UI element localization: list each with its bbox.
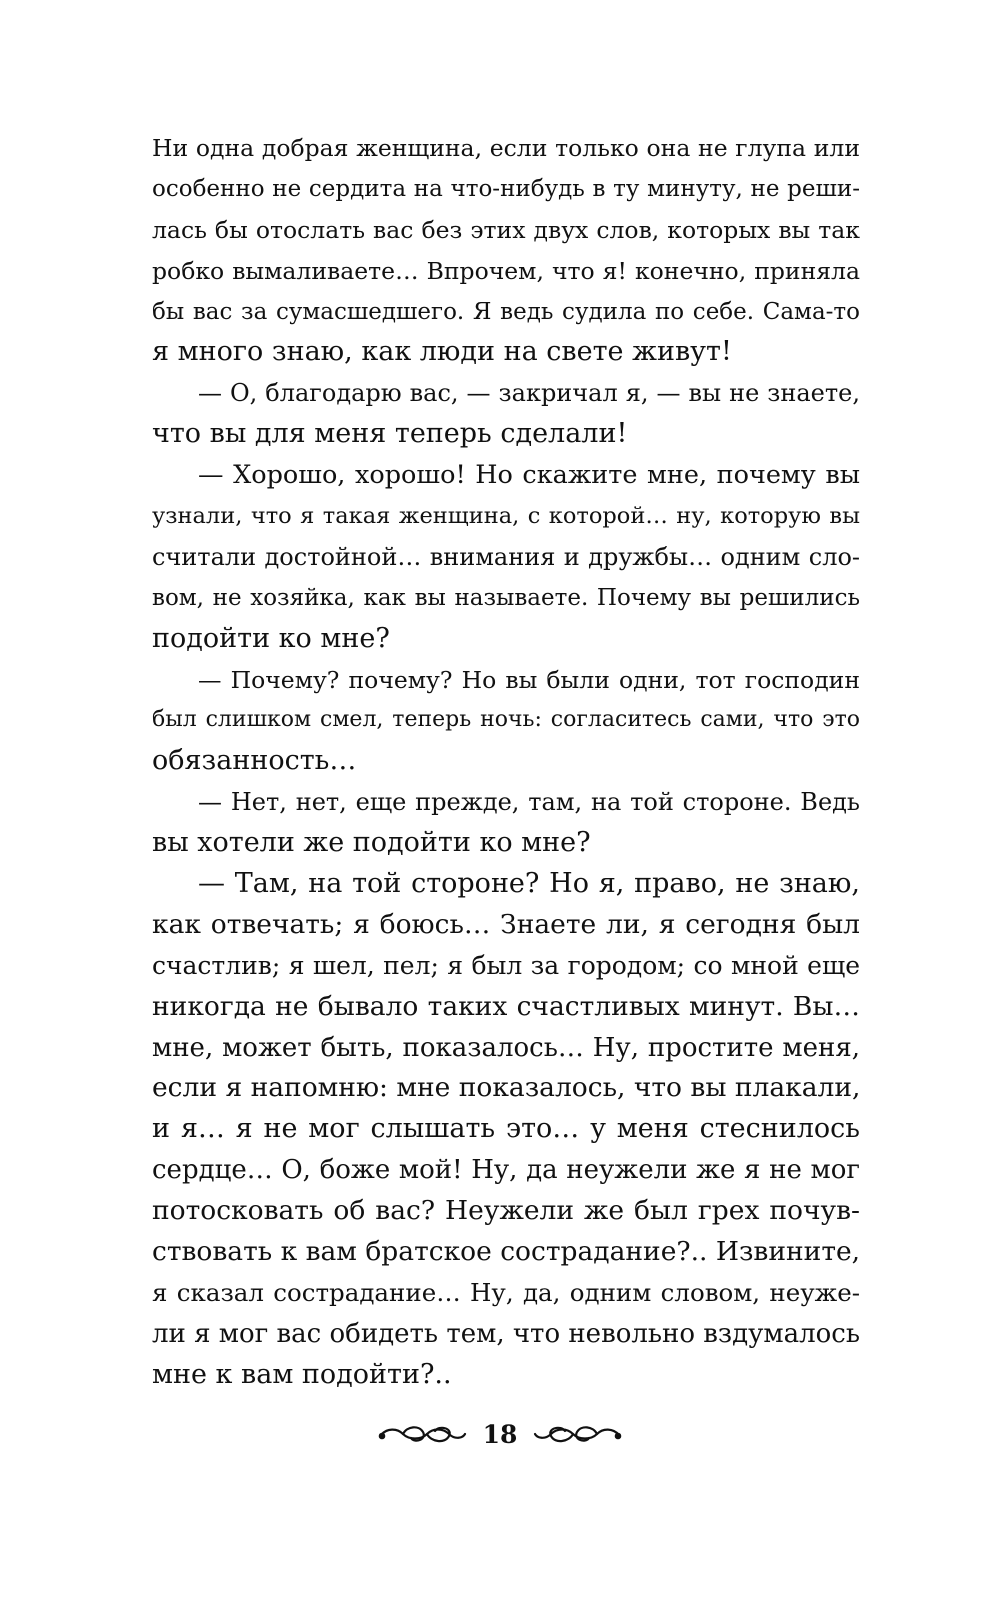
text-line: счастлив; я шел, пел; я был за городом; со мной еще [152,950,860,980]
text-line: — Почему? почему? Но вы были одни, тот господин [198,665,860,694]
text-line: обязанность… [152,745,357,777]
text-line: считали достойной… внимания и дружбы… одним сло- [152,542,860,571]
text-line: — О, благодарю вас, — закричал я, — вы не знаете, [198,379,860,408]
text-line: бы вас за сумасшедшего. Я ведь судила по себе. Сама-то [152,298,860,325]
text-line: — Хорошо, хорошо! Но скажите мне, почему вы [198,460,860,491]
text-line: лась бы отослать вас без этих двух слов, которых вы так [152,215,860,244]
text-line: Ни одна добрая женщина, если только она не глупа или [152,134,860,162]
right-flourish-icon [531,1422,623,1448]
text-line: и я… я не мог слышать это… у меня стеснилось [152,1113,860,1145]
text-line: мне к вам подойти?.. [152,1358,452,1390]
text-line: — Там, на той стороне? Но я, право, не знаю, [198,868,860,900]
page-footer [0,1415,1000,1455]
text-line: никогда не бывало таких счастливых минут. Вы… [152,990,860,1022]
text-line: вы хотели же подойти ко мне? [152,827,591,859]
text-line: ствовать к вам братское сострадание?.. Извините, [152,1236,861,1268]
page-number: 18 [482,1420,518,1449]
text-line: что вы для меня теперь сделали! [152,418,628,450]
text-line: робко вымаливаете… Впрочем, что я! конечно, приняла [152,256,860,285]
text-line: особенно не сердита на что-нибудь в ту минуту, не реши- [152,175,860,202]
text-line: был слишком смел, теперь ночь: согласитесь сами, что это [152,707,860,733]
text-line: я много знаю, как люди на свете живут! [152,336,732,368]
text-line: — Нет, нет, еще прежде, там, на той стороне. Ведь [198,788,860,817]
text-line: вом, не хозяйка, как вы называете. Почему вы решились [152,584,860,611]
text-line: подойти ко мне? [152,622,390,654]
text-line: сердце… О, боже мой! Ну, да неужели же я не мог [152,1155,860,1186]
text-line: узнали, что я такая женщина, с которой… ну, которую вы [152,503,860,530]
text-line: потосковать об вас? Неужели же был грех почув- [152,1195,860,1227]
text-line: я сказал сострадание… Ну, да, одним словом, неуже- [152,1277,860,1307]
left-flourish-icon [377,1422,469,1448]
text-line: как отвечать; я боюсь… Знаете ли, я сегодня был [152,908,860,940]
text-line: ли я мог вас обидеть тем, что невольно вздумалось [152,1318,861,1349]
text-line: если я напомню: мне показалось, что вы плакали, [152,1072,861,1104]
text-line: мне, может быть, показалось… Ну, простите меня, [152,1032,860,1063]
body-text [152,128,860,1396]
